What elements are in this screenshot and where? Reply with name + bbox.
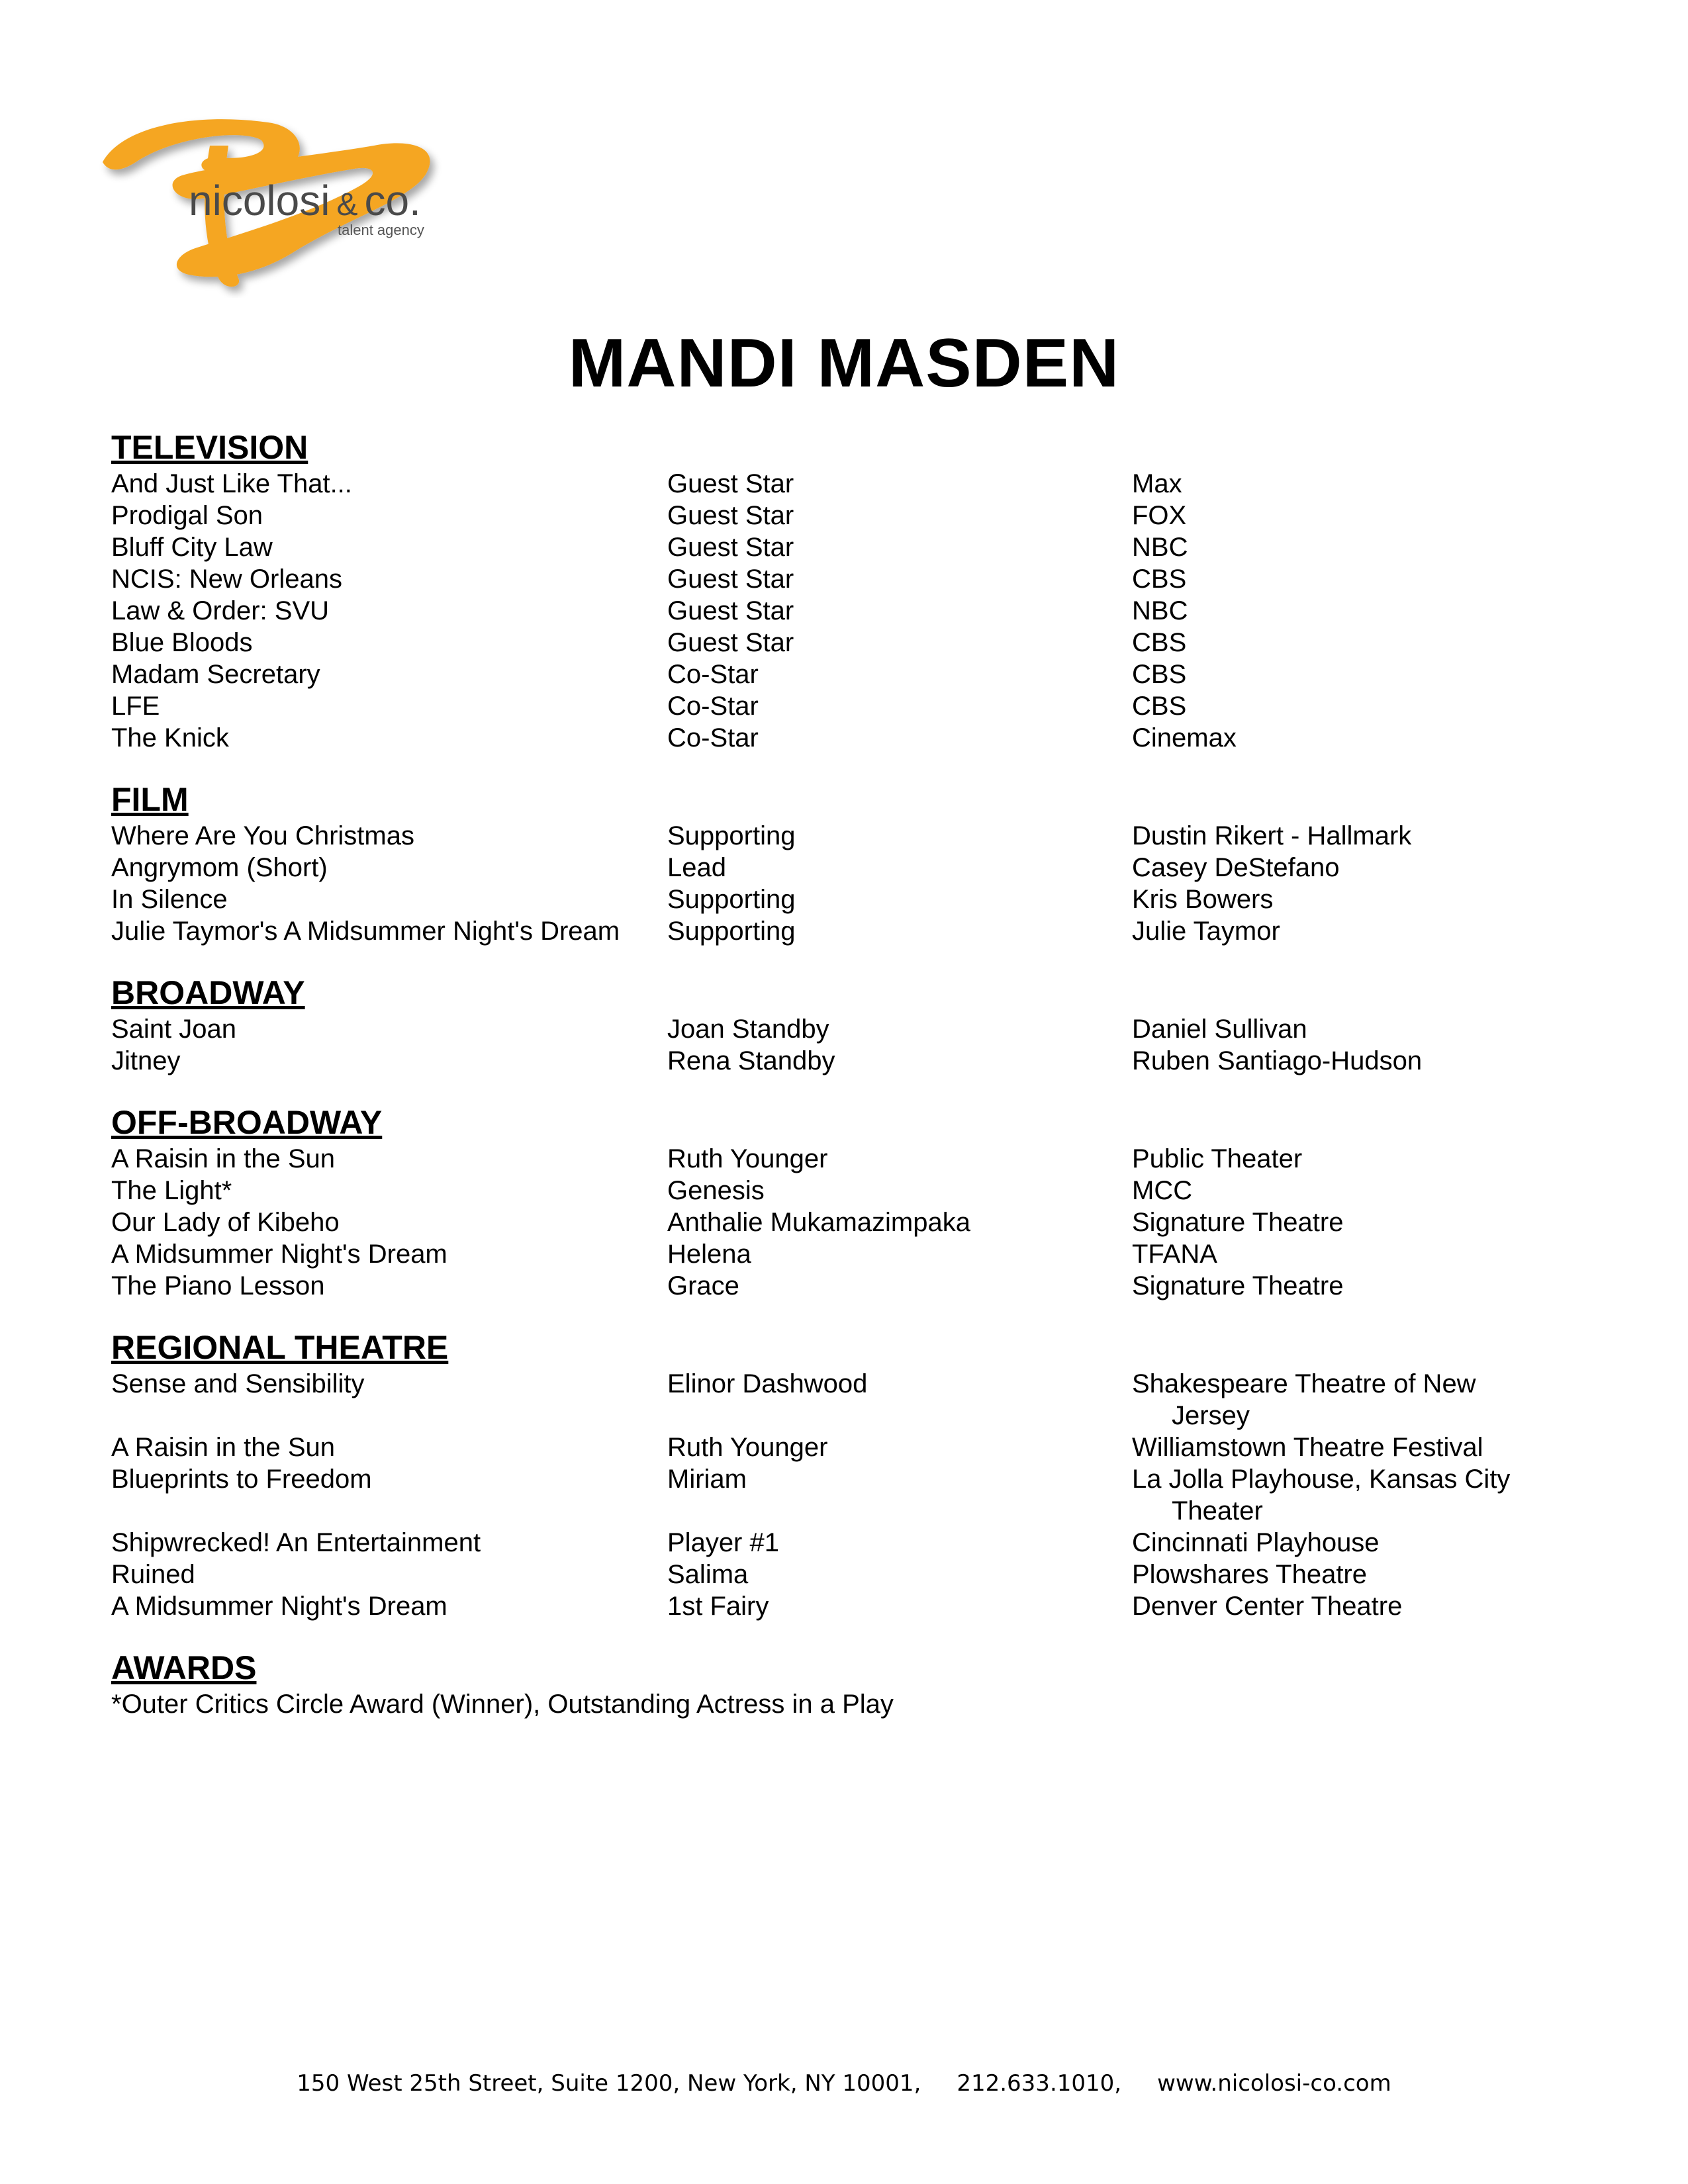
section-off-broadway — [111, 1102, 1587, 1302]
credit-title: Prodigal Son — [111, 501, 263, 530]
credit-role: Rena Standby — [667, 1046, 835, 1075]
credit-role: Ruth Younger — [667, 1144, 828, 1173]
credit-venue: Julie Taymor — [1132, 917, 1280, 946]
credit-venue: Public Theater — [1132, 1144, 1303, 1173]
award-line: *Outer Critics Circle Award (Winner), Outstanding Actress in a Play — [111, 1690, 894, 1719]
credit-venue: MCC — [1132, 1176, 1193, 1205]
svg-text:talent agency: talent agency — [338, 222, 424, 238]
section-title: TELEVISION — [111, 429, 308, 466]
credit-role: Miriam — [667, 1465, 747, 1494]
nicolosi-logo-icon — [96, 99, 493, 298]
credit-title: Julie Taymor's A Midsummer Night's Dream — [111, 917, 620, 946]
credit-role: Supporting — [667, 917, 796, 946]
credit-role: Lead — [667, 853, 726, 882]
section-film — [111, 779, 1587, 947]
credit-venue: Signature Theatre — [1132, 1208, 1344, 1237]
credit-title: LFE — [111, 692, 160, 721]
credit-venue: TFANA — [1132, 1240, 1217, 1269]
credit-venue: Cincinnati Playhouse — [1132, 1528, 1380, 1557]
section-broadway — [111, 972, 1587, 1077]
credit-venue: Cinemax — [1132, 723, 1237, 752]
credit-title: A Midsummer Night's Dream — [111, 1240, 447, 1269]
credit-role: Co-Star — [667, 692, 759, 721]
credit-row — [111, 1013, 1587, 1045]
credit-title: Angrymom (Short) — [111, 853, 328, 882]
credit-title: Saint Joan — [111, 1015, 237, 1044]
credit-role: Salima — [667, 1560, 749, 1589]
section-title: OFF-BROADWAY — [111, 1104, 383, 1141]
credit-venue: FOX — [1132, 501, 1187, 530]
credit-title: Ruined — [111, 1560, 195, 1589]
credit-title: NCIS: New Orleans — [111, 565, 342, 594]
credit-venue: CBS — [1132, 692, 1187, 721]
credit-role: Guest Star — [667, 565, 794, 594]
agency-contact-footer: 150 West 25th Street, Suite 1200, New York, NY 10001, 212.633.1010, www.nicolosi-co.com — [297, 2070, 1391, 2097]
credit-row — [111, 563, 1587, 595]
credit-row — [111, 1590, 1587, 1622]
credit-title: Sense and Sensibility — [111, 1369, 365, 1398]
credit-role: Guest Star — [667, 469, 794, 498]
credit-role: Anthalie Mukamazimpaka — [667, 1208, 970, 1237]
credit-row — [111, 500, 1587, 531]
credit-title: A Midsummer Night's Dream — [111, 1592, 447, 1621]
credit-row — [111, 468, 1587, 500]
credit-venue: CBS — [1132, 660, 1187, 689]
credit-role: Guest Star — [667, 628, 794, 657]
credit-title: The Light* — [111, 1176, 232, 1205]
credit-title: Bluff City Law — [111, 533, 273, 562]
credit-title: In Silence — [111, 885, 228, 914]
credit-role: 1st Fairy — [667, 1592, 769, 1621]
actor-name: MANDI MASDEN — [568, 325, 1120, 402]
credit-venue: Denver Center Theatre — [1132, 1592, 1403, 1621]
credit-role: Genesis — [667, 1176, 765, 1205]
credit-row — [111, 1527, 1587, 1559]
credit-venue-line: Shakespeare Theatre of New — [1132, 1369, 1476, 1398]
credit-title: A Raisin in the Sun — [111, 1144, 335, 1173]
credit-role: Co-Star — [667, 723, 759, 752]
section-regional-theatre — [111, 1327, 1587, 1622]
credit-venue: Signature Theatre — [1132, 1271, 1344, 1300]
credit-venue-line: La Jolla Playhouse, Kansas City — [1132, 1465, 1511, 1494]
credit-row — [111, 531, 1587, 563]
section-title: REGIONAL THEATRE — [111, 1329, 449, 1366]
credit-venue-continuation: Jersey — [1172, 1401, 1250, 1430]
credit-venue: Kris Bowers — [1132, 885, 1274, 914]
resume-body — [111, 427, 1587, 1745]
credit-row — [111, 595, 1587, 627]
credit-row — [111, 1143, 1587, 1175]
credit-row — [111, 659, 1587, 690]
credit-row — [111, 1368, 1587, 1432]
credit-venue-continuation: Theater — [1172, 1496, 1263, 1525]
credit-title: The Piano Lesson — [111, 1271, 325, 1300]
section-title: AWARDS — [111, 1649, 257, 1686]
credit-venue: Max — [1132, 469, 1182, 498]
credit-title: A Raisin in the Sun — [111, 1433, 335, 1462]
credit-row — [111, 627, 1587, 659]
credit-title: Our Lady of Kibeho — [111, 1208, 340, 1237]
credit-role: Supporting — [667, 885, 796, 914]
credit-role: Joan Standby — [667, 1015, 829, 1044]
credit-row — [111, 1045, 1587, 1077]
section-television — [111, 427, 1587, 754]
credit-row — [111, 1463, 1587, 1527]
credit-role: Supporting — [667, 821, 796, 850]
credit-title: Madam Secretary — [111, 660, 320, 689]
credit-venue — [1132, 1463, 1587, 1527]
credit-venue — [1132, 1368, 1587, 1432]
credit-role: Guest Star — [667, 533, 794, 562]
credit-title: Blue Bloods — [111, 628, 253, 657]
credit-venue: NBC — [1132, 596, 1188, 625]
credit-role: Grace — [667, 1271, 739, 1300]
credit-row — [111, 722, 1587, 754]
credit-row — [111, 1238, 1587, 1270]
credit-role: Guest Star — [667, 596, 794, 625]
credit-role: Ruth Younger — [667, 1433, 828, 1462]
credit-title: Where Are You Christmas — [111, 821, 414, 850]
credit-row — [111, 820, 1587, 852]
credit-row — [111, 1206, 1587, 1238]
credit-row — [111, 884, 1587, 915]
svg-text:nicolosi&co.: nicolosi & co. — [189, 177, 421, 224]
credit-venue: NBC — [1132, 533, 1188, 562]
credit-venue: Plowshares Theatre — [1132, 1560, 1367, 1589]
credit-row — [111, 1559, 1587, 1590]
credit-venue: Dustin Rikert - Hallmark — [1132, 821, 1412, 850]
credit-row — [111, 1432, 1587, 1463]
credit-row — [111, 1270, 1587, 1302]
credit-venue: Williamstown Theatre Festival — [1132, 1433, 1483, 1462]
section-title: BROADWAY — [111, 974, 305, 1011]
section-awards — [111, 1647, 1587, 1720]
credit-title: Jitney — [111, 1046, 181, 1075]
credit-role: Co-Star — [667, 660, 759, 689]
credit-title: Shipwrecked! An Entertainment — [111, 1528, 481, 1557]
credit-venue: CBS — [1132, 565, 1187, 594]
credit-role: Elinor Dashwood — [667, 1369, 868, 1398]
credit-venue: Ruben Santiago-Hudson — [1132, 1046, 1423, 1075]
credit-venue: Daniel Sullivan — [1132, 1015, 1307, 1044]
credit-title: Blueprints to Freedom — [111, 1465, 372, 1494]
credit-row — [111, 852, 1587, 884]
credit-venue: Casey DeStefano — [1132, 853, 1340, 882]
credit-row — [111, 690, 1587, 722]
credit-venue: CBS — [1132, 628, 1187, 657]
agency-logo — [96, 99, 493, 298]
credit-role: Guest Star — [667, 501, 794, 530]
credit-title: The Knick — [111, 723, 229, 752]
credit-title: Law & Order: SVU — [111, 596, 330, 625]
credit-row — [111, 1175, 1587, 1206]
credit-role: Player #1 — [667, 1528, 779, 1557]
credit-role: Helena — [667, 1240, 751, 1269]
section-title: FILM — [111, 781, 189, 818]
credit-row — [111, 915, 1587, 947]
credit-title: And Just Like That... — [111, 469, 352, 498]
